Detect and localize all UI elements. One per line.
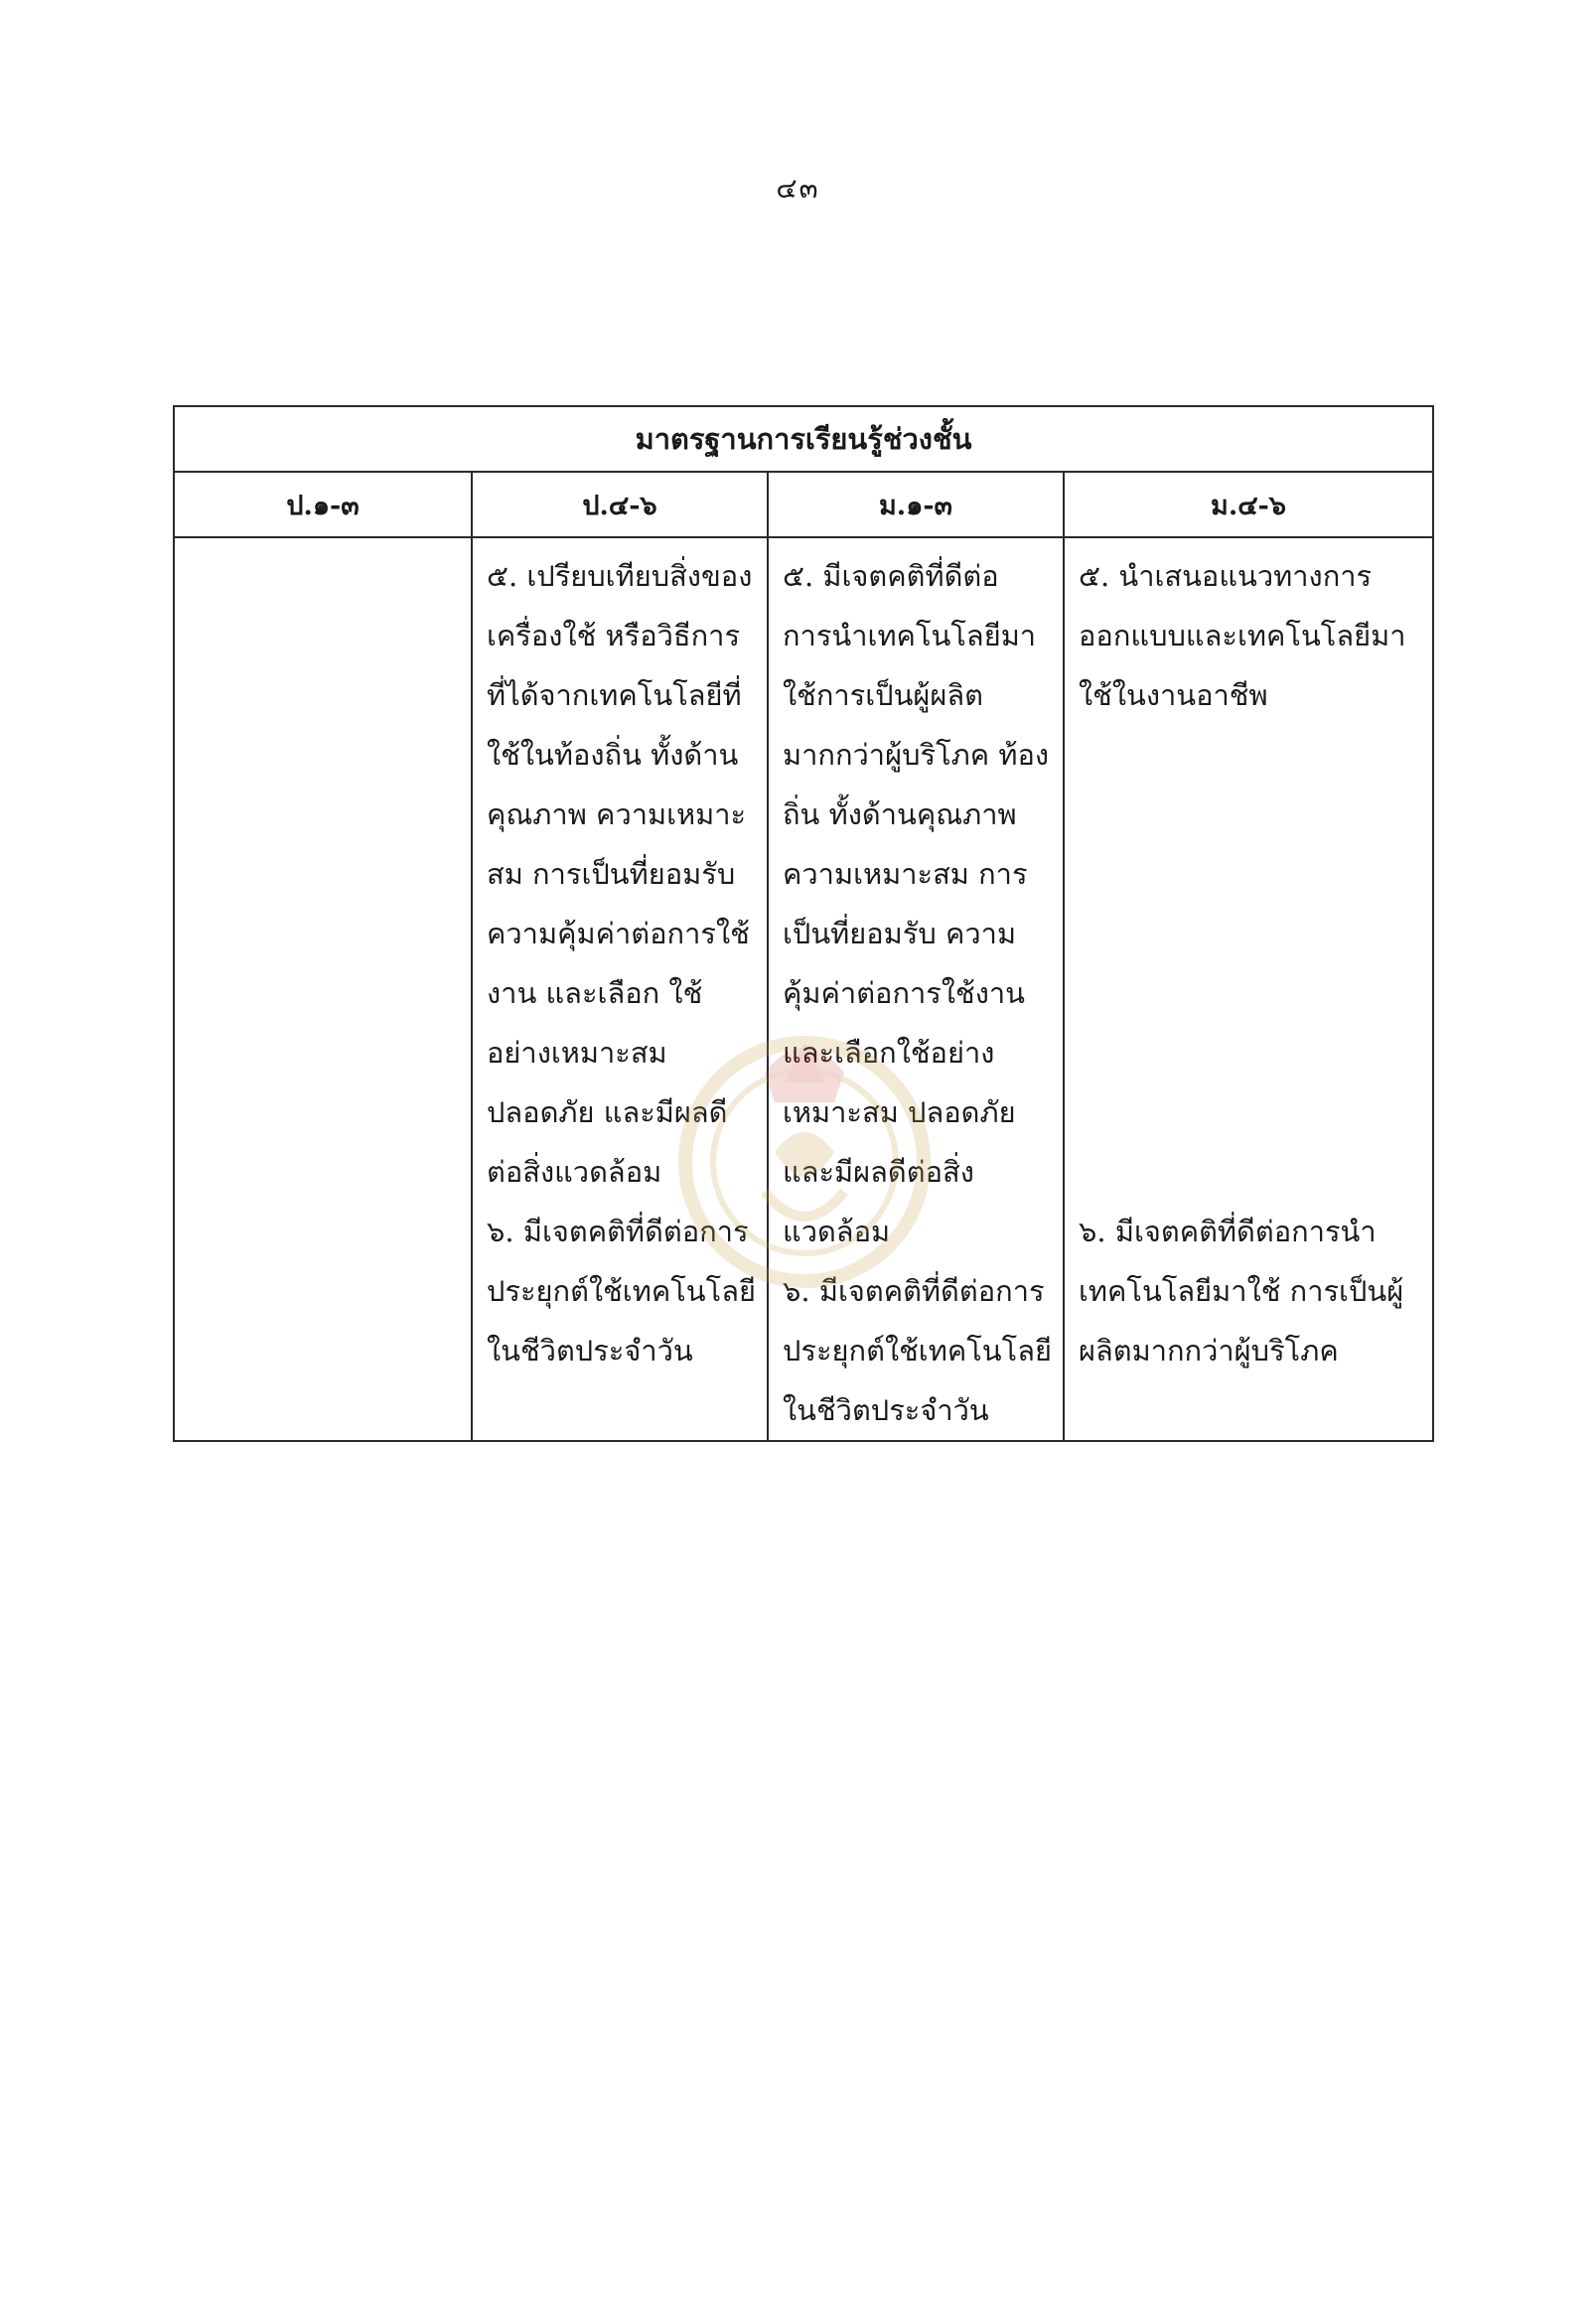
standard-item-6: ๖. มีเจตคติที่ดีต่อการประยุกต์ใช้เทคโนโลยีในชีวิตประจำวัน	[783, 1274, 1052, 1427]
cell-p4-6	[472, 537, 768, 1441]
cell-p1-3	[174, 537, 472, 1441]
standard-item-5: ๕. นำเสนอแนวทางการออกแบบและเทคโนโลยีมาใช้ในงานอาชีพ	[1079, 559, 1406, 712]
page-number: ๔๓	[776, 172, 820, 205]
standard-item-5: ๕. มีเจตคติที่ดีต่อการนำเทคโนโลยีมาใช้การเป็นผู้ผลิตมากกว่าผู้บริโภค ท้องถิ่น ทั้งด้านคุณภาพ ความเหมาะสม การเป็นที่ยอมรับ ความคุ้มค่าต่อการใช้งาน และเลือกใช้อย่างเหมาะสม ปลอดภัย และมีผลดีต่อสิ่งแวดล้อม	[783, 559, 1050, 1248]
column-header-m4-6: ม.๔-๖	[1064, 472, 1433, 537]
cell-m1-3	[768, 537, 1064, 1441]
column-header-p4-6: ป.๔-๖	[472, 472, 768, 537]
table-header-row	[174, 472, 1433, 537]
standard-item-6: ๖. มีเจตคติที่ดีต่อการประยุกต์ใช้เทคโนโลยีในชีวิตประจำวัน	[487, 1215, 756, 1367]
column-header-p1-3: ป.๑-๓	[174, 472, 472, 537]
table-title: มาตรฐานการเรียนรู้ช่วงชั้น	[174, 406, 1433, 472]
learning-standards-table	[173, 405, 1434, 1442]
cell-m4-6	[1064, 537, 1433, 1441]
column-header-m1-3: ม.๑-๓	[768, 472, 1064, 537]
standard-item-5: ๕. เปรียบเทียบสิ่งของเครื่องใช้ หรือวิธีการที่ได้จากเทคโนโลยีที่ใช้ในท้องถิ่น ทั้งด้านคุณภาพ ความเหมาะสม การเป็นที่ยอมรับ ความคุ้มค่าต่อการใช้งาน และเลือก ใช้อย่างเหมาะสม ปลอดภัย และมีผลดีต่อสิ่งแวดล้อม	[487, 559, 753, 1189]
standard-item-6: ๖. มีเจตคติที่ดีต่อการนำเทคโนโลยีมาใช้ การเป็นผู้ผลิตมากกว่าผู้บริโภค	[1079, 1215, 1404, 1367]
table-row	[174, 537, 1433, 1441]
